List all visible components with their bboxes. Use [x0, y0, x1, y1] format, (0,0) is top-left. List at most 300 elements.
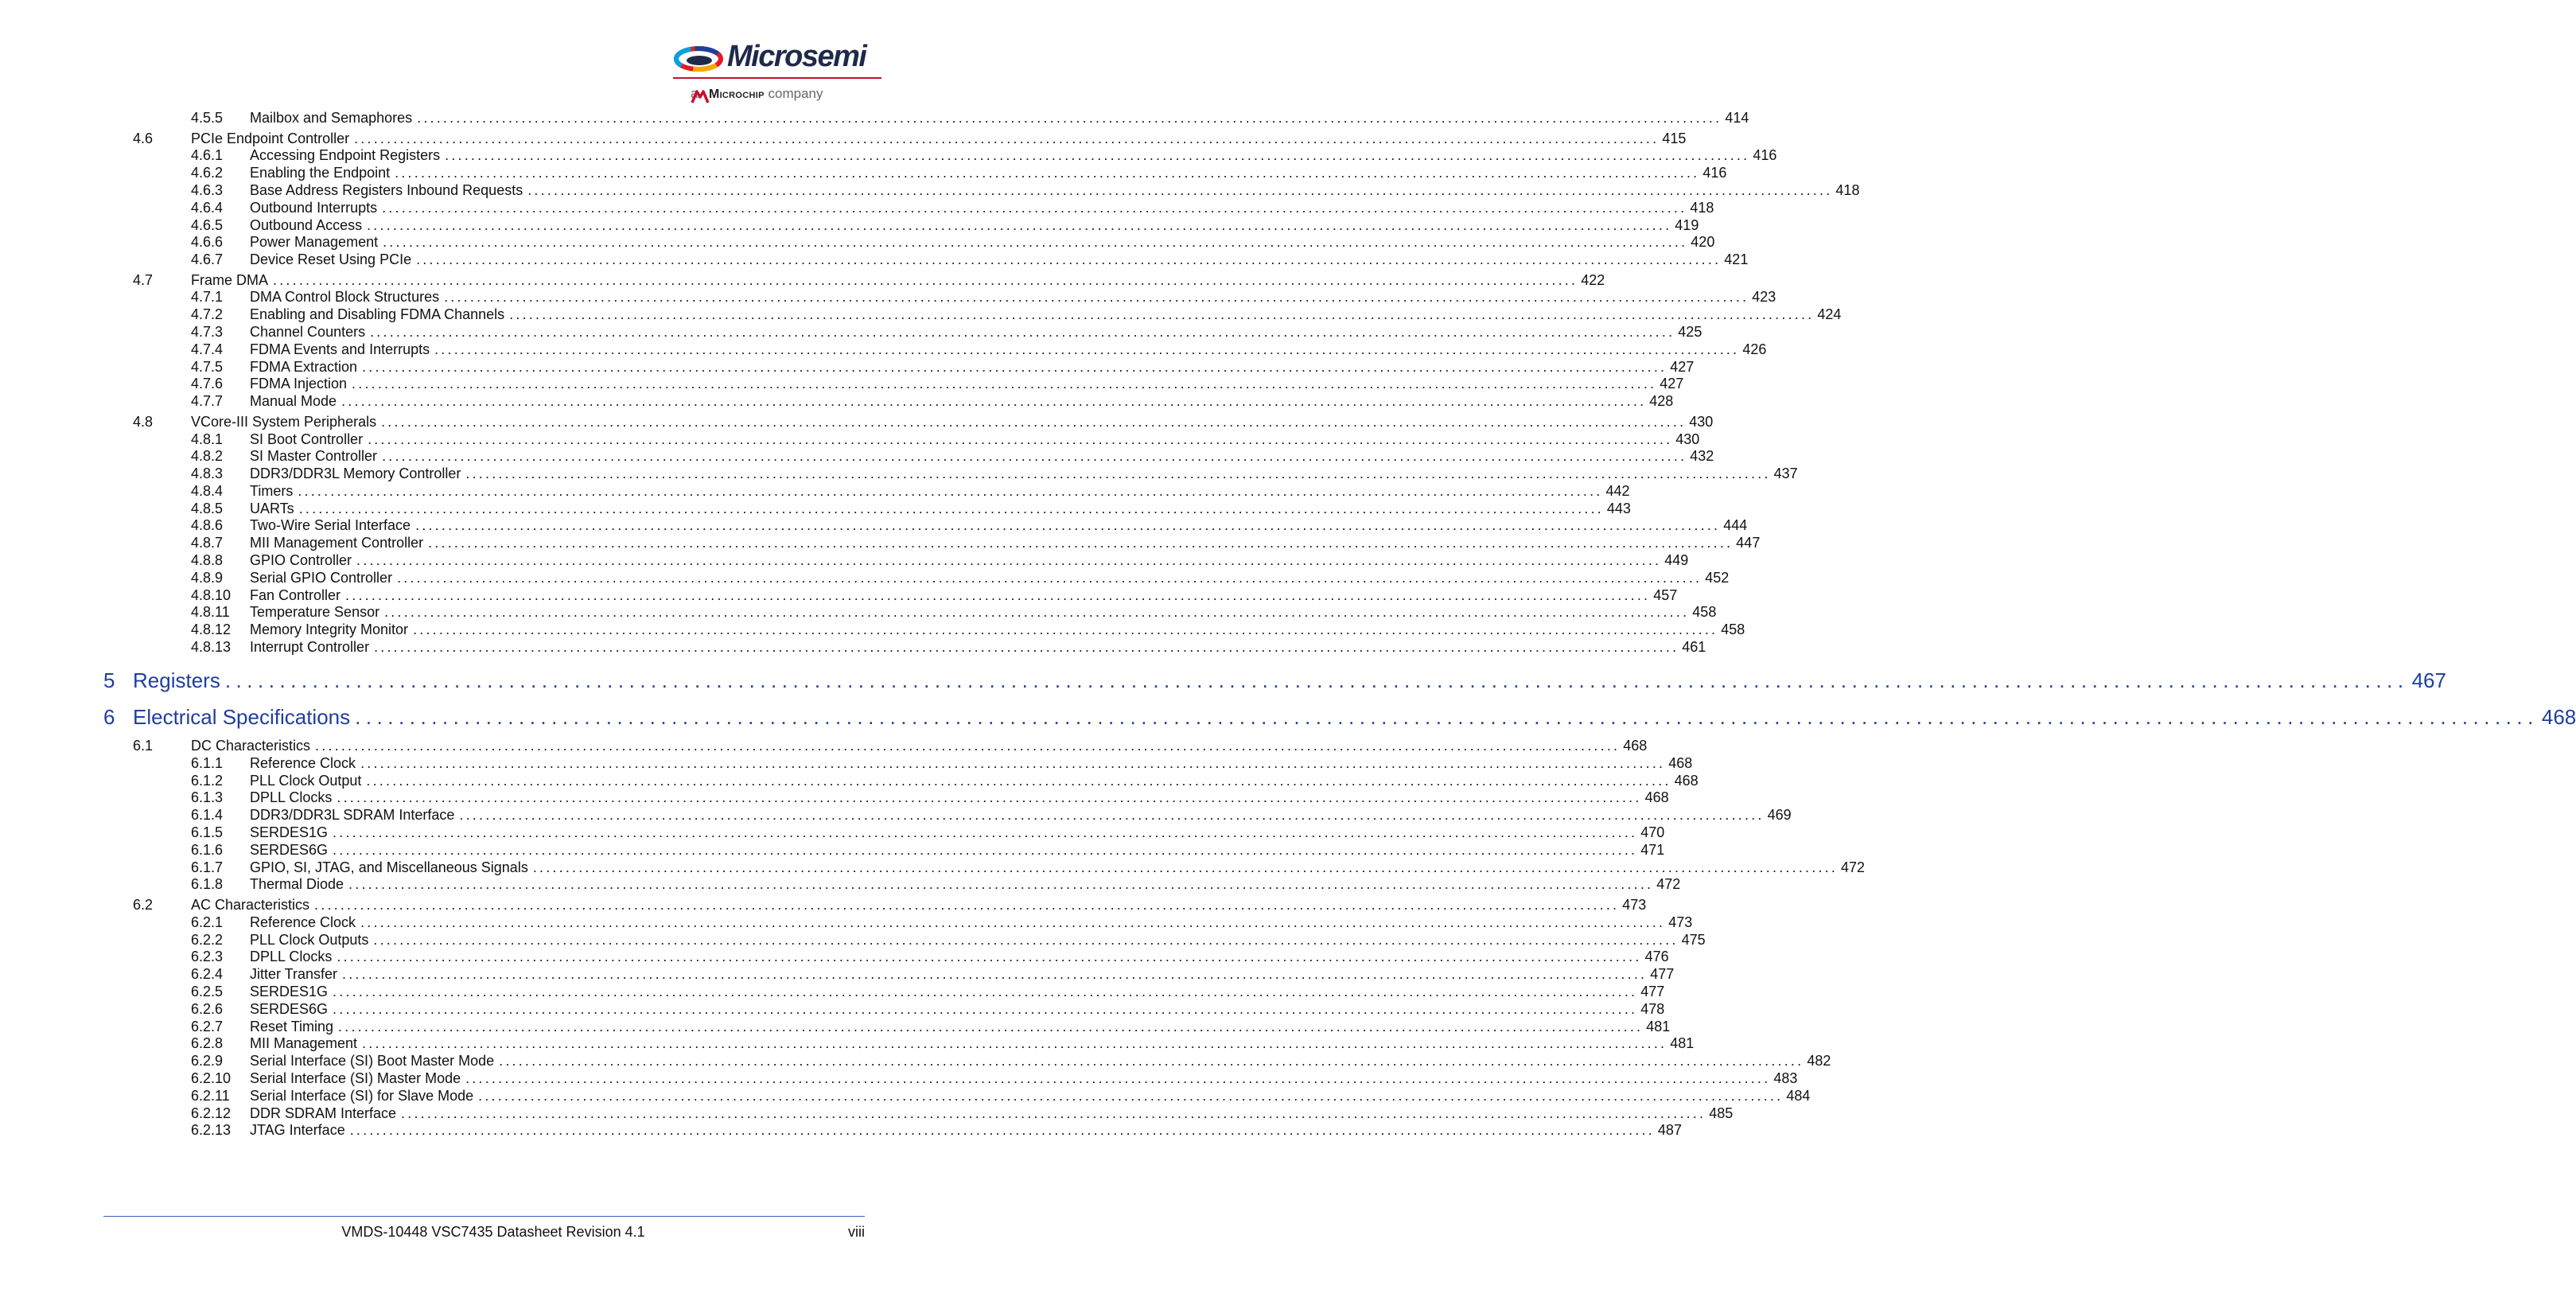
toc-page-number: 469	[1767, 807, 1792, 823]
toc-number: 4.7.3	[191, 324, 224, 340]
toc-subsection[interactable]	[0, 181, 1860, 199]
toc-entry	[250, 638, 1706, 656]
toc-section[interactable]	[0, 896, 1647, 914]
toc-page-number: 467	[2411, 668, 2446, 692]
toc-leader-dots: ........................................................................................................................................................................................................	[314, 897, 1620, 913]
toc-subsection[interactable]	[0, 586, 1678, 604]
toc-number: 6.1.7	[191, 859, 224, 875]
toc-subsection[interactable]	[0, 824, 1665, 841]
toc-subsection[interactable]	[0, 431, 1700, 448]
toc-subsection[interactable]	[0, 569, 1730, 586]
toc-number: 6.1.5	[191, 824, 224, 840]
toc-leader-dots: ........................................................................................................................................................................................................	[360, 755, 1666, 771]
toc-number: 6.1	[133, 738, 154, 754]
toc-subsection[interactable]	[0, 233, 1715, 251]
toc-leader-dots: ........................................................................................................................................................................................................	[382, 448, 1687, 464]
toc-title: FDMA Injection	[250, 376, 348, 392]
toc-leader-dots: ........................................................................................................................................................................................................	[509, 306, 1815, 322]
toc-entry	[250, 569, 1730, 586]
toc-page-number: 468	[1623, 738, 1648, 754]
toc-leader-dots: ........................................................................................................................................................................................................	[333, 842, 1638, 858]
toc-number: 6.1.2	[191, 773, 224, 789]
toc-subsection[interactable]	[0, 216, 1699, 234]
toc-page-number: 470	[1640, 824, 1665, 840]
toc-number: 4.7.4	[191, 341, 224, 357]
toc-entry	[250, 323, 1702, 341]
toc-title: Reference Clock	[250, 755, 356, 771]
toc-subsection[interactable]	[0, 1121, 1682, 1139]
toc-title: Outbound Access	[250, 217, 363, 233]
toc-title: Frame DMA	[191, 272, 269, 288]
toc-subsection[interactable]	[0, 500, 1631, 517]
toc-leader-dots: ........................................................................................................................................................................................................	[337, 949, 1642, 964]
toc-entry	[250, 824, 1665, 841]
toc-number: 6.2.12	[191, 1105, 232, 1121]
toc-entry	[250, 1105, 1734, 1122]
toc-page-number: 473	[1668, 914, 1693, 930]
toc-page-number: 442	[1605, 483, 1630, 499]
toc-page-number: 428	[1649, 393, 1674, 409]
toc-number: 4.7.7	[191, 393, 224, 409]
toc-leader-dots: ........................................................................................................................................................................................................	[397, 570, 1702, 586]
toc-entry	[250, 233, 1715, 251]
toc-title: PLL Clock Output	[250, 773, 362, 789]
toc-number: 6.2.11	[191, 1088, 230, 1104]
toc-page-number: 457	[1653, 587, 1678, 603]
toc-title: Serial Interface (SI) for Slave Mode	[250, 1088, 474, 1104]
toc-entry	[250, 1121, 1682, 1139]
toc-title: Accessing Endpoint Registers	[250, 147, 441, 163]
toc-title: SERDES1G	[250, 984, 329, 999]
toc-page-number: 444	[1723, 517, 1748, 533]
toc-entry	[250, 146, 1777, 164]
toc-page-number: 468	[2541, 705, 2576, 729]
toc-subsection[interactable]	[0, 551, 1689, 569]
toc-subsection[interactable]	[0, 806, 1792, 824]
toc-leader-dots: ........................................................................................................................................................................................................	[459, 807, 1765, 823]
toc-entry	[191, 737, 1648, 754]
toc-number: 4.6.6	[191, 234, 224, 250]
toc-subsection[interactable]	[0, 1087, 1811, 1105]
toc-leader-dots: ........................................................................................................................................................................................................	[413, 621, 1718, 637]
toc-subsection[interactable]	[0, 447, 1714, 465]
toc-page-number: 427	[1670, 359, 1695, 375]
toc-subsection[interactable]	[0, 109, 1749, 127]
toc-subsection[interactable]	[0, 965, 1675, 983]
toc-number: 4.7.5	[191, 359, 224, 375]
toc-subsection[interactable]	[0, 914, 1693, 931]
toc-title: Thermal Diode	[250, 876, 344, 892]
toc-page-number: 481	[1670, 1035, 1695, 1051]
toc-page-number: 430	[1675, 431, 1700, 447]
toc-page-number: 473	[1622, 897, 1647, 913]
toc-leader-dots: ........................................................................................................................................................................................................	[333, 984, 1638, 999]
footer-title: VMDS-10448 VSC7435 Datasheet Revision 4.1	[341, 1224, 645, 1240]
toc-entry	[250, 586, 1678, 604]
toc-page-number: 430	[1689, 414, 1714, 430]
toc-chapter[interactable]	[0, 668, 2446, 692]
toc-page-number: 477	[1640, 984, 1665, 999]
toc-title: DDR SDRAM Interface	[250, 1105, 397, 1121]
toc-subsection[interactable]	[0, 948, 1669, 965]
toc-entry	[250, 181, 1860, 199]
toc-title: MII Management Controller	[250, 535, 424, 551]
toc-entry	[250, 621, 1745, 638]
toc-subsection[interactable]	[0, 375, 1684, 392]
toc-leader-dots: ........................................................................................................................................................................................................	[224, 668, 2409, 692]
toc-leader-dots: ........................................................................................................................................................................................................	[395, 165, 1700, 181]
toc-entry	[250, 789, 1669, 806]
toc-page-number: 472	[1656, 876, 1681, 892]
toc-title: Device Reset Using PCIe	[250, 251, 412, 267]
toc-entry	[250, 931, 1706, 949]
toc-entry	[250, 306, 1842, 323]
toc-subsection[interactable]	[0, 306, 1842, 323]
toc-number: 4.8.2	[191, 448, 224, 464]
toc-subsection[interactable]	[0, 482, 1630, 500]
toc-number: 6.2	[133, 897, 154, 913]
toc-number: 4.8.12	[191, 621, 232, 637]
toc-subsection[interactable]	[0, 516, 1748, 534]
toc-page-number: 468	[1674, 773, 1699, 789]
toc-entry	[250, 199, 1714, 216]
toc-number: 4.8.9	[191, 570, 224, 586]
toc-page-number: 475	[1681, 932, 1706, 948]
toc-page-number: 461	[1682, 639, 1706, 655]
toc-number: 4.6.3	[191, 182, 224, 198]
toc-title: DMA Control Block Structures	[250, 289, 440, 305]
toc-entry	[250, 465, 1798, 482]
toc-entry	[250, 251, 1749, 268]
toc-entry	[250, 1034, 1695, 1052]
toc-entry	[250, 358, 1695, 376]
toc-number: 6.1.3	[191, 789, 224, 805]
toc-number: 4.7.1	[191, 289, 224, 305]
toc-number: 4.7	[133, 272, 154, 288]
toc-title: SERDES6G	[250, 842, 329, 858]
toc-title: UARTs	[250, 501, 294, 516]
toc-page-number: 482	[1807, 1053, 1831, 1069]
toc-entry	[133, 668, 2446, 692]
toc-leader-dots: ........................................................................................................................................................................................................	[298, 501, 1604, 516]
toc-number: 6.2.1	[191, 914, 224, 930]
toc-section[interactable]	[0, 737, 1648, 754]
toc-entry	[250, 1087, 1811, 1105]
toc-subsection[interactable]	[0, 288, 1776, 306]
toc-chapter[interactable]	[0, 705, 2576, 729]
toc-entry	[250, 516, 1748, 534]
toc-section[interactable]	[0, 130, 1687, 147]
toc-number: 6.2.2	[191, 932, 224, 948]
toc-subsection[interactable]	[0, 1034, 1695, 1052]
toc-subsection[interactable]	[0, 392, 1674, 410]
toc-page-number: 487	[1657, 1122, 1682, 1138]
toc-page-number: 432	[1690, 448, 1714, 464]
toc-leader-dots: ........................................................................................................................................................................................................	[527, 182, 1833, 198]
toc-subsection[interactable]	[0, 841, 1665, 859]
toc-subsection[interactable]	[0, 772, 1699, 789]
footer-rule	[103, 1216, 865, 1217]
toc-title: GPIO Controller	[250, 552, 352, 568]
toc-entry	[250, 859, 1866, 876]
toc-entry	[133, 705, 2576, 729]
toc-page-number: 485	[1709, 1105, 1734, 1121]
toc-page-number: 484	[1786, 1088, 1811, 1104]
toc-number: 6.2.13	[191, 1122, 232, 1138]
toc-entry	[250, 288, 1776, 306]
toc-subsection[interactable]	[0, 1000, 1665, 1018]
toc-title: Memory Integrity Monitor	[250, 621, 409, 637]
toc-page-number: 437	[1773, 466, 1798, 481]
toc-entry	[191, 130, 1687, 147]
toc-subsection[interactable]	[0, 534, 1761, 551]
toc-subsection[interactable]	[0, 358, 1695, 376]
toc-leader-dots: ........................................................................................................................................................................................................	[352, 376, 1657, 392]
toc-subsection[interactable]	[0, 931, 1706, 949]
toc-page-number: 447	[1736, 535, 1761, 551]
toc-title: MII Management	[250, 1035, 358, 1051]
toc-number: 4.8.6	[191, 517, 224, 533]
toc-subsection[interactable]	[0, 638, 1706, 656]
sub-suffix: company	[768, 86, 823, 101]
toc-leader-dots: ........................................................................................................................................................................................................	[333, 1001, 1638, 1017]
toc-subsection[interactable]	[0, 754, 1693, 772]
toc-leader-dots: ........................................................................................................................................................................................................	[381, 414, 1687, 430]
toc-number: 6.2.8	[191, 1035, 224, 1051]
toc-subsection[interactable]	[0, 1105, 1734, 1122]
toc-leader-dots: ........................................................................................................................................................................................................	[373, 932, 1679, 948]
toc-entry	[250, 1018, 1671, 1035]
toc-title: DC Characteristics	[191, 738, 311, 754]
toc-page-number: 422	[1581, 272, 1605, 288]
toc-title: Power Management	[250, 234, 379, 250]
toc-number: 4.6.1	[191, 147, 224, 163]
sub-company: Microchip	[708, 88, 765, 101]
toc-page-number: 472	[1841, 859, 1866, 875]
toc-number: 6.2.9	[191, 1053, 224, 1069]
toc-leader-dots: ........................................................................................................................................................................................................	[465, 466, 1771, 481]
toc-title: Channel Counters	[250, 324, 366, 340]
toc-title: Outbound Interrupts	[250, 200, 378, 216]
toc-leader-dots: ........................................................................................................................................................................................................	[362, 359, 1667, 375]
toc-entry	[191, 271, 1605, 289]
toc-title: Mailbox and Semaphores	[250, 110, 413, 126]
toc-leader-dots: ........................................................................................................................................................................................................	[337, 789, 1642, 805]
toc-subsection[interactable]	[0, 465, 1798, 482]
toc-entry	[250, 965, 1675, 983]
toc-leader-dots: ........................................................................................................................................................................................................	[499, 1053, 1804, 1069]
toc-leader-dots: ........................................................................................................................................................................................................	[416, 251, 1722, 267]
toc-title: Jitter Transfer	[250, 966, 338, 982]
toc-title: DPLL Clocks	[250, 949, 333, 964]
toc-number: 4.6.4	[191, 200, 224, 216]
toc-title: PCIe Endpoint Controller	[191, 131, 350, 146]
toc-entry	[250, 875, 1681, 893]
toc-number: 4.8.13	[191, 639, 232, 655]
toc-leader-dots: ........................................................................................................................................................................................................	[465, 1070, 1771, 1086]
toc-page-number: 468	[1644, 789, 1669, 805]
toc-entry	[250, 754, 1693, 772]
toc-title: Timers	[250, 483, 294, 499]
toc-section[interactable]	[0, 271, 1605, 289]
toc-leader-dots: ........................................................................................................................................................................................................	[345, 587, 1651, 603]
toc-entry	[250, 447, 1714, 465]
toc-entry	[250, 1069, 1798, 1087]
toc-subsection[interactable]	[0, 859, 1866, 876]
toc-title: VCore-III System Peripherals	[191, 414, 377, 430]
toc-page-number: 471	[1640, 842, 1665, 858]
toc-leader-dots: ........................................................................................................................................................................................................	[401, 1105, 1706, 1121]
toc-number: 4.6.2	[191, 165, 224, 181]
toc-number: 6	[103, 705, 115, 729]
toc-number: 4.8.8	[191, 552, 224, 568]
toc-number: 4.6	[133, 131, 154, 146]
toc-leader-dots: ........................................................................................................................................................................................................	[315, 738, 1621, 754]
toc-page-number: 458	[1721, 621, 1745, 637]
toc-title: Enabling and Disabling FDMA Channels	[250, 306, 505, 322]
toc-title: SERDES1G	[250, 824, 329, 840]
toc-title: Base Address Registers Inbound Requests	[250, 182, 523, 198]
toc-subsection[interactable]	[0, 1052, 1831, 1069]
toc-page-number: 421	[1724, 251, 1749, 267]
toc-title: SI Boot Controller	[250, 431, 364, 447]
toc-entry	[191, 896, 1647, 914]
logo-rule	[673, 77, 881, 79]
toc-page-number: 423	[1752, 289, 1776, 305]
toc-entry	[250, 164, 1727, 181]
toc-leader-dots: ........................................................................................................................................................................................................	[368, 431, 1673, 447]
toc-page-number: 483	[1773, 1070, 1798, 1086]
toc-section[interactable]	[0, 413, 1714, 431]
toc-leader-dots: ........................................................................................................................................................................................................	[355, 705, 2539, 729]
toc-entry	[250, 551, 1689, 569]
toc-page-number: 415	[1662, 131, 1687, 146]
toc-subsection[interactable]	[0, 983, 1665, 1000]
toc-leader-dots: ........................................................................................................................................................................................................	[298, 483, 1603, 499]
toc-number: 4.8.1	[191, 431, 224, 447]
toc-title: Electrical Specifications	[133, 705, 351, 729]
toc-subsection[interactable]	[0, 789, 1669, 806]
toc-entry	[250, 841, 1665, 859]
toc-subsection[interactable]	[0, 603, 1717, 621]
toc-leader-dots: ........................................................................................................................................................................................................	[273, 272, 1578, 288]
toc-subsection[interactable]	[0, 875, 1681, 893]
toc-subsection[interactable]	[0, 1018, 1671, 1035]
toc-title: SI Master Controller	[250, 448, 378, 464]
toc-title: Reset Timing	[250, 1019, 334, 1034]
toc-title: Enabling the Endpoint	[250, 165, 391, 181]
toc-entry	[250, 806, 1792, 824]
toc-page-number: 477	[1650, 966, 1675, 982]
toc-page-number: 449	[1664, 552, 1689, 568]
toc-number: 4.8.10	[191, 587, 232, 603]
toc-title: Serial Interface (SI) Master Mode	[250, 1070, 461, 1086]
toc-title: GPIO, SI, JTAG, and Miscellaneous Signals	[250, 859, 528, 875]
toc-page-number: 427	[1660, 376, 1684, 392]
toc-entry	[250, 375, 1684, 392]
toc-entry	[250, 534, 1761, 551]
toc-page-number: 443	[1606, 501, 1631, 516]
toc-entry	[250, 392, 1674, 410]
toc-title: FDMA Extraction	[250, 359, 358, 375]
toc-leader-dots: ........................................................................................................................................................................................................	[354, 131, 1660, 146]
toc-page-number: 468	[1668, 755, 1693, 771]
toc-leader-dots: ........................................................................................................................................................................................................	[360, 914, 1666, 930]
toc-page-number: 418	[1690, 200, 1714, 216]
toc-subsection[interactable]	[0, 146, 1777, 164]
toc-entry	[250, 948, 1669, 965]
toc-number: 6.2.4	[191, 966, 224, 982]
toc-title: AC Characteristics	[191, 897, 310, 913]
toc-number: 4.7.6	[191, 376, 224, 392]
toc-page-number: 424	[1817, 306, 1842, 322]
toc-entry	[250, 772, 1699, 789]
microsemi-logo	[673, 40, 881, 108]
toc-leader-dots: ........................................................................................................................................................................................................	[478, 1088, 1784, 1104]
toc-number: 4.6.5	[191, 217, 224, 233]
toc-subsection[interactable]	[0, 199, 1714, 216]
toc-page-number: 418	[1835, 182, 1860, 198]
toc-leader-dots: ........................................................................................................................................................................................................	[383, 234, 1688, 250]
toc-page-number: 478	[1640, 1001, 1665, 1017]
toc-number: 6.1.6	[191, 842, 224, 858]
toc-number: 6.1.8	[191, 876, 224, 892]
toc-title: Reference Clock	[250, 914, 356, 930]
toc-entry	[191, 413, 1714, 431]
microsemi-swoosh-icon	[673, 43, 724, 75]
toc-number: 6.2.3	[191, 949, 224, 964]
toc-title: Interrupt Controller	[250, 639, 370, 655]
toc-title: DDR3/DDR3L Memory Controller	[250, 466, 461, 481]
toc-number: 4.5.5	[191, 110, 224, 126]
toc-page-number: 416	[1753, 147, 1777, 163]
toc-page-number: 414	[1725, 110, 1749, 126]
toc-number: 4.7.2	[191, 306, 224, 322]
toc-title: DDR3/DDR3L SDRAM Interface	[250, 807, 455, 823]
toc-title: FDMA Events and Interrupts	[250, 341, 430, 357]
toc-page-number: 481	[1646, 1019, 1671, 1034]
toc-title: DPLL Clocks	[250, 789, 333, 805]
toc-title: JTAG Interface	[250, 1122, 345, 1138]
toc-subsection[interactable]	[0, 323, 1702, 341]
toc-subsection[interactable]	[0, 251, 1749, 268]
toc-subsection[interactable]	[0, 621, 1745, 638]
toc-subsection[interactable]	[0, 1069, 1798, 1087]
toc-number: 4.8.4	[191, 483, 224, 499]
toc-leader-dots: ........................................................................................................................................................................................................	[417, 110, 1722, 126]
toc-leader-dots: ........................................................................................................................................................................................................	[362, 1035, 1667, 1051]
toc-number: 6.2.10	[191, 1070, 232, 1086]
toc-leader-dots: ........................................................................................................................................................................................................	[367, 217, 1672, 233]
toc-entry	[250, 983, 1665, 1000]
toc-leader-dots: ........................................................................................................................................................................................................	[341, 393, 1647, 409]
brand-name: Microsemi	[727, 40, 866, 73]
toc-page-number: 458	[1692, 604, 1717, 620]
toc-subsection[interactable]	[0, 164, 1727, 181]
toc-entry	[250, 482, 1630, 500]
toc-page-number: 419	[1675, 217, 1699, 233]
sub-prefix: a	[691, 86, 698, 101]
toc-number: 6.2.5	[191, 984, 224, 999]
toc-number: 6.1.4	[191, 807, 224, 823]
toc-number: 4.8.3	[191, 466, 224, 481]
toc-subsection[interactable]	[0, 341, 1767, 358]
toc-leader-dots: ........................................................................................................................................................................................................	[415, 517, 1721, 533]
toc-leader-dots: ........................................................................................................................................................................................................	[532, 859, 1839, 875]
toc-number: 4.8.7	[191, 535, 224, 551]
toc-number: 4.8	[133, 414, 154, 430]
toc-leader-dots: ........................................................................................................................................................................................................	[382, 200, 1687, 216]
